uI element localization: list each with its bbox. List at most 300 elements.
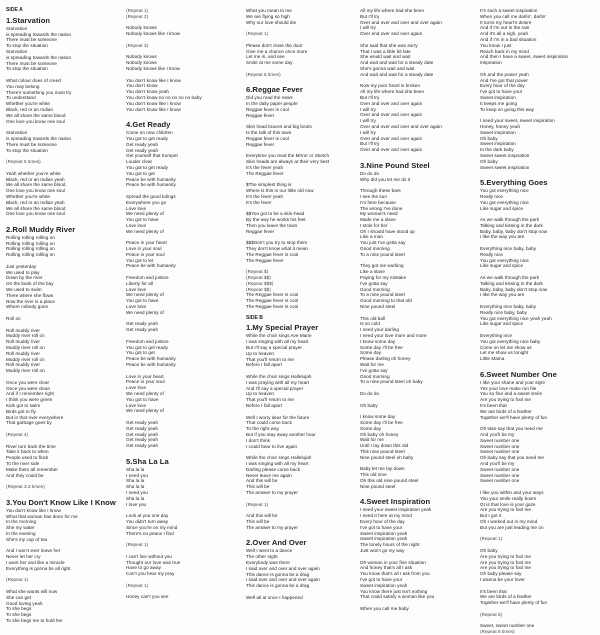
lyric-line: The Reggae fever [246,257,284,263]
lyric-line: Give me a chance once more [246,48,308,54]
lyric-line: Made me a slave [360,217,396,223]
lyric-line: Talking and kissing in the dark [480,280,543,286]
lyric-line: Freedom and justice [126,338,169,344]
lyric-line: My woman's need [360,211,398,217]
lyric-line: Starvation [6,130,28,136]
lyric-line: The wrong I've done [360,205,403,211]
lyric-line: And wait and wait for a steady date [360,60,434,66]
lyric-line: Starvation [6,48,28,54]
song-title: 4.Get Ready [126,120,171,130]
lyric-line: But I'll try [360,141,380,147]
lyric-line: Well I went to a dance [246,548,293,554]
lyric-line: It's the fever [246,199,272,205]
lyric-line [360,490,474,496]
lyric-line: You don't know yeah [126,89,170,95]
lyric-line: is spreading towards the nation [6,54,72,60]
lyric-line: Sweet number one [480,478,520,484]
lyric-line: That you'll return to me [246,356,295,362]
lyric-line: Oh woman in your fine situation [360,559,426,565]
lyric-line: Come on let me show us [480,344,532,350]
lyric-line: Down by the river [6,275,43,281]
lyric-line: What you mean to me [246,8,292,13]
lyric-line: The answer to my prayer [246,524,298,530]
lyric-line: I like you within and your ways [480,489,544,495]
lyric-line: She can get [6,594,32,600]
lyric-line: Louder clear [126,159,153,165]
lyric-line: I will try [360,118,376,124]
lyric-line: Reach back in my mind [480,48,529,54]
lyric-line: Sweet sweet inspiration [480,152,530,158]
repeat-note: (Repeat 1) [126,582,149,588]
lyric-line: Like sugar and spice [480,263,524,269]
lyric-line: You got to get [126,350,155,356]
lyric-line: You don't know like I know [126,100,181,106]
lyric-line: Do do do [360,391,380,396]
lyric-line: Where nobody goes [6,304,48,310]
lyric-line: What that woman has done for me [6,513,78,519]
lyric-line: This dance is gonna be a drag [246,583,310,589]
lyric-line: She my water [6,525,35,531]
lyric-line: I need you [126,472,148,478]
lyric-line: In the dark baby [480,147,514,153]
lyric-line: Good loving yeah [6,600,43,606]
lyric-line: Get ready yeah [126,425,159,431]
lyric-line: All my life where had she been [360,8,425,13]
lyric-line: Once you were clean [6,385,51,391]
lyric-line: Get ready yeah [126,327,159,333]
lyric-line: It's the fever yeah [246,164,284,170]
lyric-line: Now my poor heart is broken [360,83,421,89]
lyric-line: Roll on [6,316,21,322]
lyric-line: Every hour of the day [480,83,525,89]
lyric-line: Nine pound steel [360,304,396,310]
lyric-line: I like the way you are [480,234,525,240]
lyric-line: On the bank of the bay [6,281,54,287]
lyric-line: This nine pound steel [360,448,405,454]
lyric-line: While the choir sings Hallelujah [246,455,312,461]
lyric-line: Yes your love make run file [480,385,537,391]
lyric-line: Sweet, sweet number one [480,623,535,629]
lyric-line: Sweet inspiration yeah [360,582,408,588]
lyric-line: By the way he works his feet [246,217,306,223]
repeat-note: (Repeat 1) [126,8,149,13]
lyric-line: You got everything nice [480,188,529,194]
lyric-line: Sweet inspiration yeah [360,530,408,536]
lyric-line: You got to let [126,257,154,263]
lyric-line: Love love [126,402,147,408]
lyric-line: We all share the same blood [6,205,66,211]
lyric-line: Muddy river roll on [6,368,45,374]
lyric-line: The lonely hours of the night [360,542,420,548]
lyric-line: We need plenty of [126,228,164,234]
lyric-line: The Reggae fever is cool [246,304,299,310]
lyric-line: But I got it [480,513,502,519]
lyric-line: Please don't close the door [246,42,303,48]
lyric-line: I will try [360,25,376,31]
lyric-line: Sweet inspiration [480,94,516,100]
lyric-line: Roll muddy river [6,350,40,356]
lyric-line: They got me working [360,263,404,269]
repeat-note: (Repeat 5 times) [246,71,281,77]
lyric-line: Sweet inspiration [480,141,516,147]
lyric-line: And honey that's all I ask [360,565,413,571]
lyric-line: I need your love more and more [360,333,427,339]
lyric-line: She would wait and wait [360,54,411,60]
lyric-line: Up to heaven [246,350,274,356]
lyric-line: Is so cold [360,321,380,327]
lyric-line: Oh baby [480,547,498,553]
lyric-line: It's such a sweet inspiration [480,8,538,13]
lyric-line: Peace be with humanity [126,182,176,188]
lyric-line: Get ready yeah [126,443,159,449]
lyric-line: That garbage goes by [6,420,52,426]
lyric-line: But in that river everywhere [6,414,64,420]
lyric-line: We need plenty of [126,211,164,217]
lyric-line: You got to have [126,298,159,304]
lyric-line: Sweet number one [480,449,520,455]
lyric-line: I will try [360,129,376,135]
lyric-line: I don't think [246,437,270,443]
lyric-line: But I'll try [360,13,380,19]
lyric-line: Oh this old nine pound steel [360,477,419,483]
repeat-note: (Repeat $$) [246,286,271,292]
lyric-line: Darling please come back [246,466,301,472]
lyric-line: This dance is gonna be a drag [246,571,310,577]
lyric-line: Love love [126,304,147,310]
lyric-line: Sha la la [126,484,145,490]
lyric-line: Everytime you read the Mirror or Sketch [246,153,330,159]
lyrics-column-2 [126,8,240,600]
lyric-line: They don't know what it mean [246,246,309,252]
lyric-line: Please darling oh honey [360,356,411,362]
lyric-line: Rolling rolling rolling on [6,234,55,240]
lyric-line: While the choir sings Ave Marie [246,333,312,339]
repeat-note: (Repeat $) [246,269,269,275]
lyric-line: Rolling rolling rolling on [6,240,55,246]
repeat-note: (Repeat 3) [126,42,149,48]
lyric-line: You don't know like I know [126,106,181,112]
lyric-line: Since you're on my mind [126,524,178,530]
repeat-note: (Repeat 3,3 times) [6,484,45,490]
lyric-line: Well I worry dear for the future [246,414,310,420]
lyric-line: To she begs [6,612,32,618]
lyric-line: You know there just isn't nothing [360,588,428,594]
lyric-line: She's gonna wait and wait [360,65,415,71]
lyric-line: Some day I'll be free [360,344,403,350]
lyric-line: Oh I should have stood up [360,228,415,234]
lyric-line: $$$Don't you try to stop them [246,240,308,246]
lyric-line: To stop the situation [6,147,48,153]
lyric-line: We are birds of a feather [480,594,532,600]
lyric-line: Skin head braces and big boots [246,124,312,130]
repeat-note: (Repeat 4) [6,431,29,437]
lyric-line: Smile at me some day [246,60,293,66]
lyric-line: Reggae fever is cool [246,106,289,112]
lyric-line: And if I'm out in the rain [480,25,530,31]
lyric-line: Black, red or an Indian yeah [6,199,65,205]
lyric-line [6,490,120,496]
song-title: 1.My Special Prayer [246,323,319,333]
lyric-line: You your smile really boom [480,495,537,501]
lyric-line: Some day [360,350,382,356]
lyric-line: As we walk through the park [480,275,540,281]
lyric-line: And wait and wait for a steady date [360,71,434,77]
lyrics-column-3 [246,8,360,600]
lyric-line: Kids got to swim [6,403,41,408]
lyric-line: Well all at once I happened [246,594,303,600]
lyric-line: Over and over and over and over again [360,123,442,129]
lyric-line: Oh baby [360,402,378,408]
lyric-line: Get ready yeah [126,141,159,147]
lyric-line: Good morning [360,246,390,252]
lyric-line: This old ball [360,315,386,321]
lyric-line: But I'll say a special prayer [246,345,302,351]
lyric-line: I need your sweet inspiration yeah [360,507,432,513]
lyric-line: Come on now children [126,130,173,136]
lyric-line: Until I lay down this old [360,443,409,449]
lyric-line: You got everything nice yeah yeah [480,315,552,321]
lyric-line: Everywhere you go [126,199,167,205]
lyric-line: But if you stay away another hour [246,431,316,437]
lyric-line: That could satisfy a woman like you [360,594,435,600]
lyric-line: Just won't go my way [360,547,405,553]
lyric-line: To she begs [6,606,32,612]
lyric-line: We all share the same blood [6,112,66,118]
lyric-line: We need plenty of [126,292,164,298]
lyric-line: Sha la la [126,478,145,484]
lyric-line: To a nine pound steel [360,251,405,257]
lyric-line: You got to get ready [126,135,168,141]
lyric-line: And it's all a sigh, yeah [480,31,529,37]
lyric-line: People used to flock [6,455,49,461]
lyrics-column-4 [360,8,474,611]
lyric-line: Nobody knows like I know [126,65,181,71]
lyric-line: There's no peace I find [126,530,174,536]
lyric-line: In the daily paper people [246,101,298,107]
side-label: SIDE A [6,7,23,13]
lyric-line: Love love [126,205,147,211]
lyric-line: I've got to have your [360,524,403,530]
repeat-note: (Repeat 1) [246,31,269,37]
lyric-line: We need plenty of [126,408,164,414]
lyric-line: One love you know one soul [6,211,66,217]
lyric-line: River turn back the time [6,443,56,449]
lyric-line: I could bear to live again [246,443,298,449]
lyric-line: Gt is that love is your gaze [480,501,536,507]
lyric-line: Oh I worked out in my mind [480,518,538,524]
lyric-line: Get ready yeah [126,147,159,153]
lyric-line: I will try [360,106,376,112]
lyric-line [480,362,594,368]
lyric-line: Love in your soul [126,246,162,252]
lyric-line: When you call me darlin', darlin' [480,13,547,19]
lyric-line: Is the talk of this town [246,130,292,136]
lyric-line: Birds got to fly [6,408,36,414]
lyric-line: Peace be with humanity [126,362,176,368]
lyric-line: I'm here because [360,199,396,205]
lyric-line: I need your darling [360,327,400,333]
song-title: 3.You Don't Know Like I Know [6,497,116,507]
lyric-line: Get ready yeah [126,419,159,425]
lyric-line: Did you read the news [246,95,293,101]
repeat-note: (Repeat 1) [6,577,29,583]
lyric-line: You don't know [126,83,158,89]
lyric-line: Reggae fever [246,141,275,147]
lyric-line: Wait for me [360,362,384,368]
lyric-line: Peace in your soul [126,251,165,257]
lyric-line: Are you trying to fool me [480,565,532,571]
lyric-line: The Reggae fever is cool [246,298,299,304]
lyric-line: You got to get ready [126,164,168,170]
lyric-line: Really nice [480,251,504,257]
song-title: 5.Everything Goes [480,178,548,188]
lyric-line: Why our love should die [246,19,297,25]
lyric-line: That I was a little bit late [360,48,411,54]
repeat-note: (Repeat 5 times) [6,159,41,165]
lyric-line: I said over and over and over again [246,577,320,583]
lyric-line: Everything is gonna be all right [6,565,71,571]
lyric-line: I like your shane and your style [480,379,545,385]
lyric-line: While the choir sings Hallelujah [246,374,312,380]
lyric-line: Have to go away [126,565,161,571]
lyric-line: And I'll say a special prayer [246,385,304,391]
lyric-line: We used to play [6,269,40,275]
lyric-line: Reggae fever [246,112,275,118]
lyric-line: Are you trying to fool me [480,559,532,565]
song-title: 2.Roll Muddy River [6,224,76,234]
lyric-line: To understand [6,95,36,101]
lyric-line: One love you know one soul [6,188,66,194]
lyric-line: And if I remember right [6,391,54,397]
repeat-note: (Repeat 2) [126,13,149,19]
repeat-note: (Repeat 1) [126,542,149,548]
lyric-line: You may belong [6,83,40,89]
lyric-line: Good morning to that old [360,298,412,304]
lyric-line: To stop the situation [6,43,48,49]
lyric-line: Roll muddy river [6,362,40,368]
lyric-line: Roll muddy river [6,327,40,333]
lyric-line: I've got to have your [360,576,403,582]
lyric-line: Nobody knows [126,60,157,66]
lyric-line: Sweet number one [480,472,520,478]
lyric-line: What colour does of creed [6,77,61,83]
side-label: SIDE B [246,314,263,321]
lyric-line: Really nice [480,193,504,199]
lyric-line: As we walk through the park [480,217,540,223]
lyric-line: Get yourself that trumpet [126,153,178,159]
lyric-line: Little Mama [480,356,505,362]
song-title: 2.Over And Over [246,538,307,548]
lyric-line: Nobody knows [126,54,157,60]
lyric-line: When you call me baby [360,605,409,611]
lyric-line: Roll muddy river [6,339,40,345]
lyric-line: Love in your heart [126,373,164,379]
lyric-line: You got everything nice [480,257,529,263]
lyric-line: Get ready yeah [126,431,159,437]
lyric-line: Honey can't you see [126,594,169,600]
lyric-line: Black, red or an Indian [6,106,54,112]
lyric-line: Spread the good tidings [126,193,176,199]
song-title: 5.Sha La La [126,456,169,466]
lyric-line: You got to have [126,217,159,223]
lyric-line: Before I fall apart [246,403,282,408]
lyric-line: Are you trying to fool me [480,553,532,559]
lyric-line: Why did you let me do it [360,176,411,182]
lyric-line: It's been that [480,588,507,594]
lyric-line: You don't know like I know [6,507,61,513]
lyric-line: Let me in, and see [246,54,285,60]
lyric-line: Nine pound steel oh baby [360,454,414,460]
lyric-line: Everybody was there [246,559,290,565]
lyric-line: You don't know like I know [126,77,181,83]
lyric-line: I see the sun [360,193,387,199]
lyric-line: Oh baby [480,135,498,141]
lyric-line: Everything nice baby, baby [480,246,537,252]
lyric-line: Whether you're white [6,193,51,199]
lyric-line: I know some day [360,338,396,344]
lyric-line: There must be someone [6,60,57,66]
lyric-line: Make them all remember [6,466,58,472]
lyric-line: We need plenty of [126,391,164,396]
lyric-line: Oh take say that you need me [480,426,543,432]
lyric-line: I love you [126,501,147,507]
lyric-line: And this will be [246,513,278,519]
lyric-line: You just I've gotta say [360,240,406,246]
lyric-line: Where is this in our little old now [246,188,314,194]
lyric-line: To keep on going this way [480,106,535,112]
lyric-line: Sweet number one [480,437,520,443]
lyric-line: She said that she was sorry [360,42,418,48]
lyric-line: Get ready yeah [126,437,159,443]
lyric-line: Before I fall apart [246,362,282,368]
lyric-line [480,170,594,176]
lyric-line: I stole for her [360,222,388,228]
lyric-line: I can't live without you [126,553,172,559]
lyric-line [126,112,240,118]
lyric-line: Let me show us tonight [480,350,529,356]
lyric-line: Everything nice [480,333,513,339]
lyric-line: That could come back [246,420,292,426]
song-title: 4.Sweet Inspiration [360,497,431,507]
lyric-line: Take it back to when [6,449,49,455]
lyric-line: Once you were clear [6,379,50,385]
lyric-line: Then you leave the town [246,222,298,228]
repeat-note: (Repeat 5) [480,611,503,617]
lyric-line: To a nine pound steel oh baby [360,379,423,385]
lyric-line: I think you were green [6,397,53,403]
lyric-line: Good morning [360,373,390,379]
lyric-line: You got everything nice [480,199,529,205]
lyric-line: We are birds of a feather [480,408,532,414]
lyric-line: Like sugar and spice [480,205,524,211]
lyric-line: is spreading towards the nation [6,31,72,37]
lyric-line: Freedom and justice [126,275,169,281]
lyric-line: Nobody knows like I know [126,31,181,37]
lyric-line: And you'll be my [480,460,515,466]
lyric-line: I like the way you are [480,292,525,298]
lyric-line: Oh and the power yeah [480,71,529,77]
lyric-line: Now the river is a place [6,298,55,304]
lyric-line: And then I have a sweet, sweet inspiration [480,54,569,60]
lyric-line [6,217,120,223]
lyric-line: She's my cup of tea [6,536,48,542]
lyric-line: To stop the situation [6,66,48,72]
lyric-line: It keeps me going [480,100,518,106]
lyric-line: You know that's all I ask from you [360,571,430,577]
lyric-line: Sha la la [126,495,145,501]
lyric-line: Over and over and over again [360,31,423,37]
lyric-line: Muddy river roll on [6,333,45,339]
